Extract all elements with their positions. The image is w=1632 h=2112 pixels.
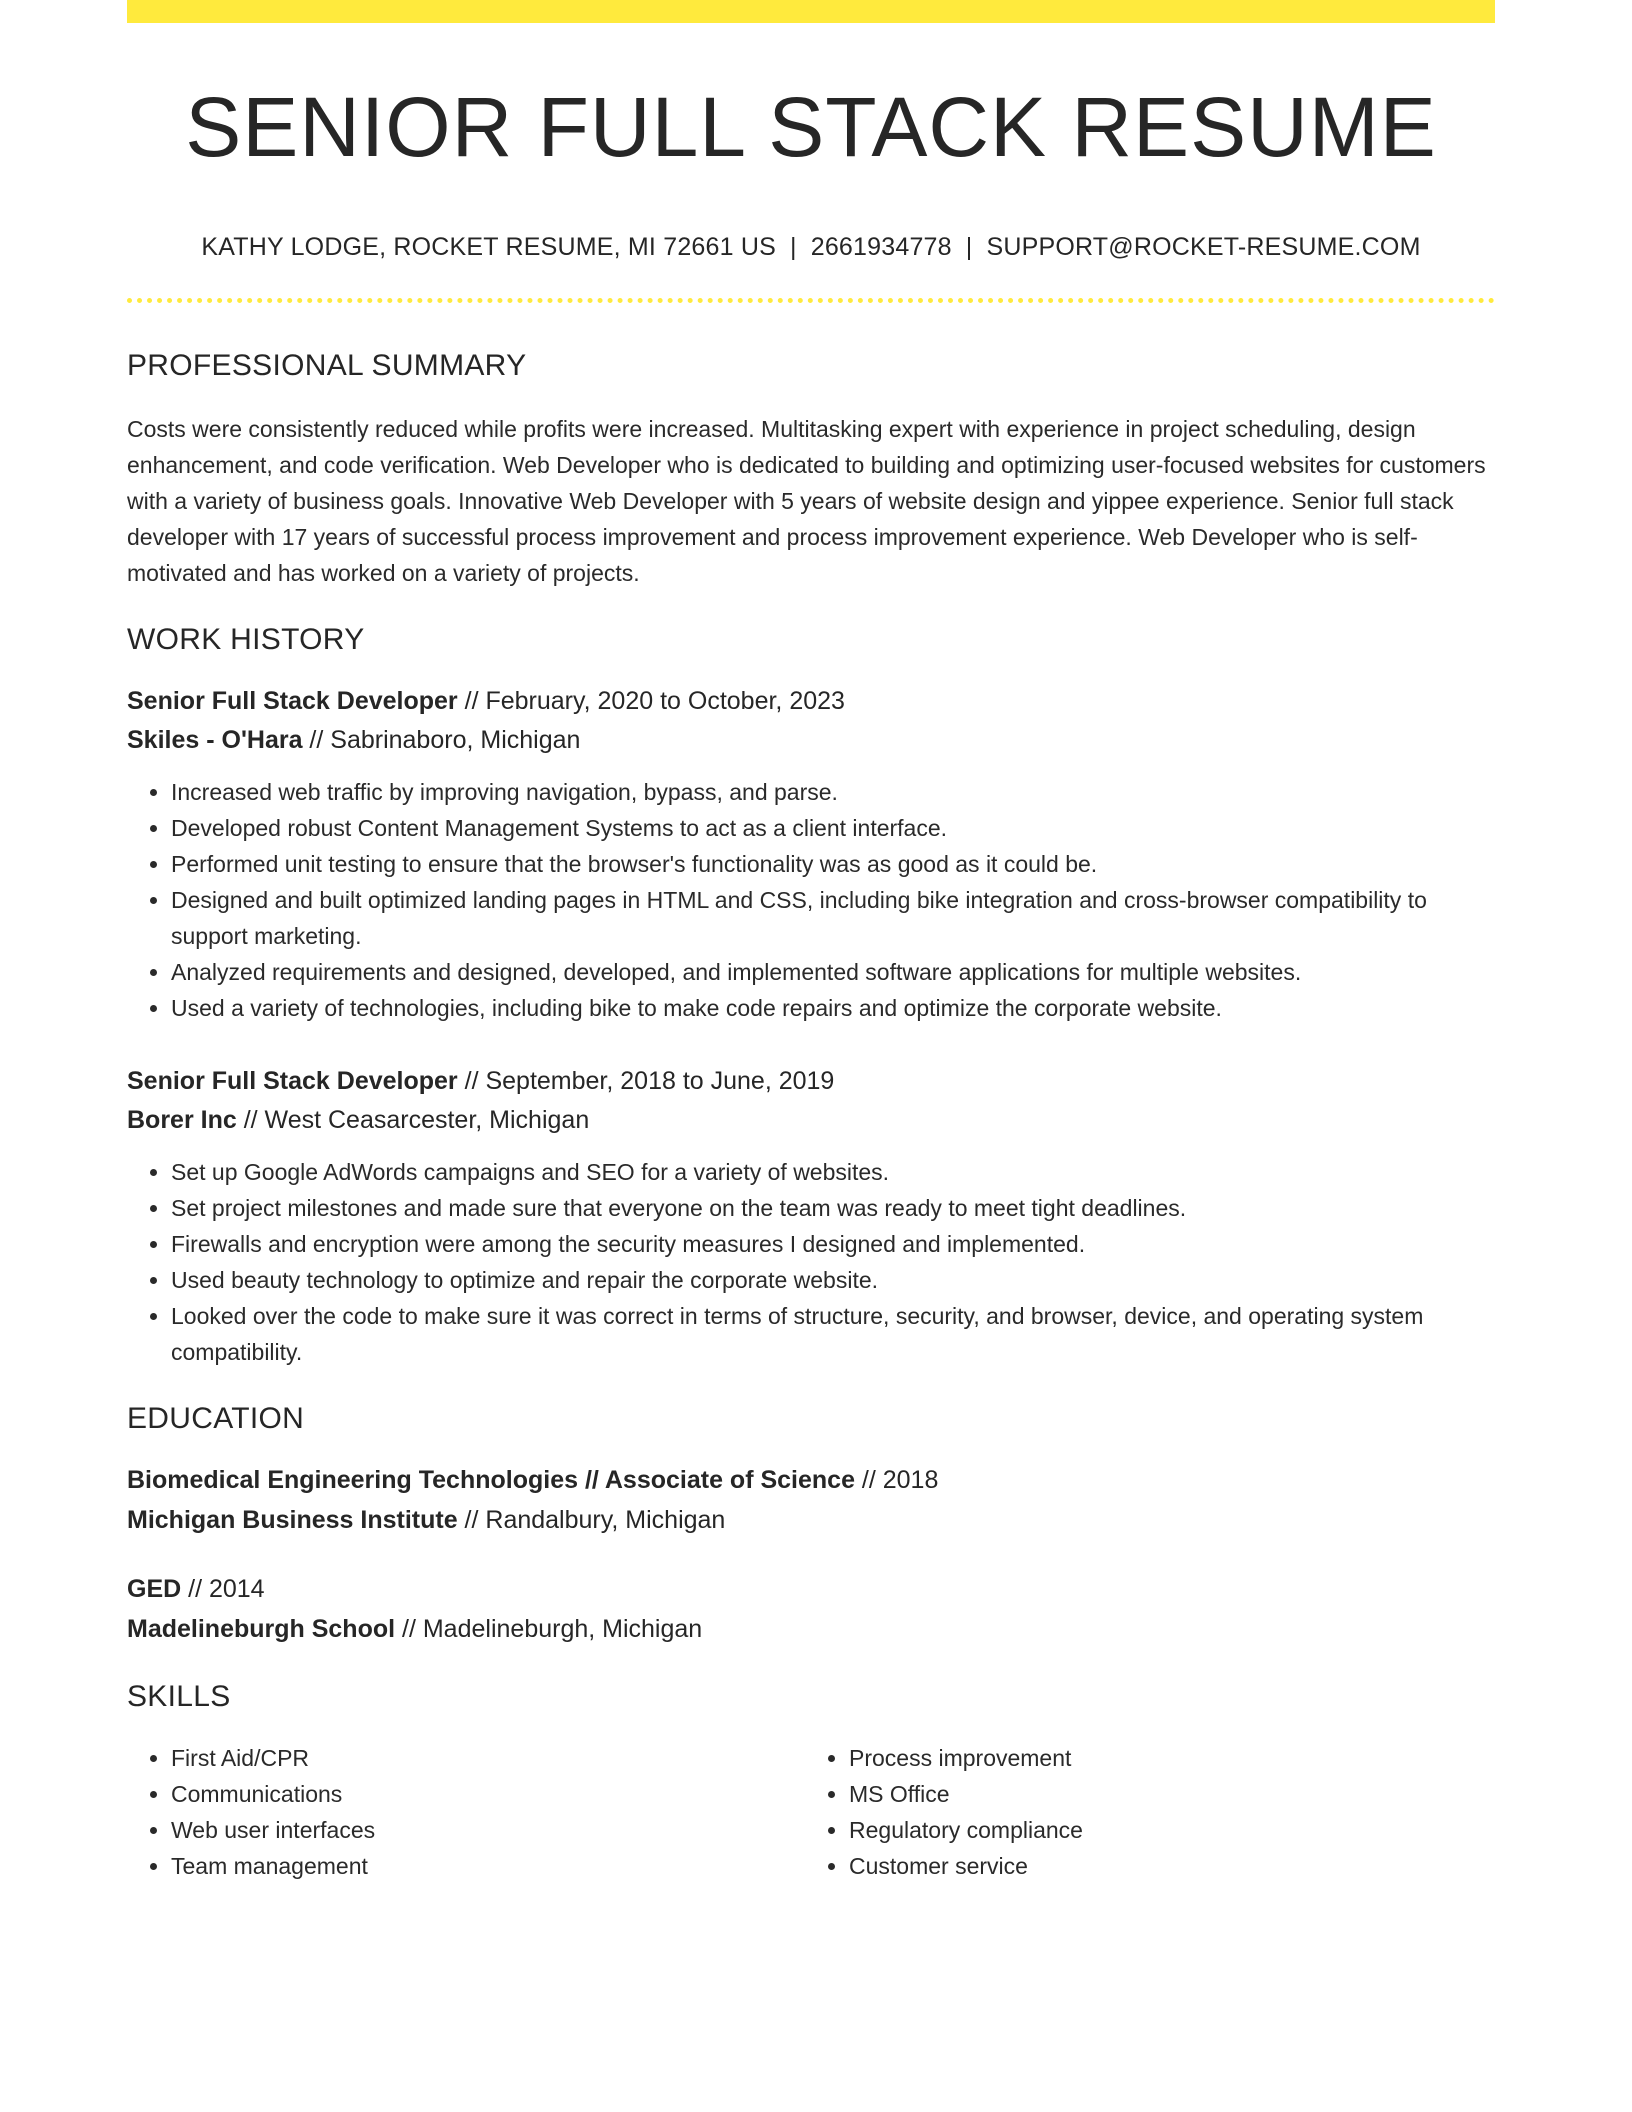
- education-degree: GED: [127, 1575, 182, 1603]
- education-school: Madelineburgh School: [127, 1615, 396, 1643]
- list-item: • Used a variety of technologies, including bike to make code repairs and optimize the corporate website.: [171, 990, 1495, 1026]
- accent-top-bar: [127, 0, 1495, 23]
- job-dates: // September, 2018 to June, 2019: [457, 1067, 835, 1095]
- list-item: • Team management: [171, 1848, 801, 1884]
- list-item: • Customer service: [849, 1848, 1479, 1884]
- job-title-line: [127, 682, 1495, 721]
- education-degree-line: [127, 1569, 1495, 1609]
- list-item: • Designed and built optimized landing pages in HTML and CSS, including bike integration and cross-browser compatibility to support marketing.: [171, 882, 1495, 954]
- contact-email: SUPPORT@ROCKET-RESUME.COM: [986, 233, 1421, 261]
- contact-phone: 2661934778: [810, 233, 952, 261]
- education-location: // Randalbury, Michigan: [457, 1506, 726, 1534]
- list-item: • Set up Google AdWords campaigns and SEO for a variety of websites.: [171, 1154, 1495, 1190]
- education-degree-line: [127, 1460, 1495, 1500]
- education-entry: [127, 1460, 1495, 1540]
- job-company-line: [127, 721, 1495, 760]
- resume-title: SENIOR FULL STACK RESUME: [185, 80, 1437, 174]
- education-year: // 2014: [181, 1575, 265, 1603]
- summary-text: Costs were consistently reduced while profits were increased. Multitasking expert with experience in project scheduling, design enhancement, and code verification. Web Developer who is dedicated to building and optimizing user-focused websites for customers with a variety of business goals. Innovative Web Developer with 5 years of website design and yippee experience. Senior full stack developer with 17 years of successful process improvement and process improvement experience. Web Developer who is self-motivated and has worked on a variety of projects.: [127, 416, 1486, 586]
- job-company: Borer Inc: [127, 1106, 237, 1134]
- list-item: • Looked over the code to make sure it was correct in terms of structure, security, and browser, device, and operating system compatibility.: [171, 1298, 1495, 1370]
- section-heading-skills: SKILLS: [127, 1680, 231, 1713]
- list-item: • Regulatory compliance: [849, 1812, 1479, 1848]
- job-bullets: [127, 774, 1495, 1026]
- list-item: • Communications: [171, 1776, 801, 1812]
- job-company: Skiles - O'Hara: [127, 726, 303, 754]
- education-year: // 2018: [854, 1466, 939, 1494]
- skills-column-right: [801, 1740, 1479, 1884]
- job-location: // West Ceasarcester, Michigan: [236, 1106, 590, 1134]
- contact-line: [127, 235, 1495, 260]
- skills-grid: [127, 1740, 1495, 1884]
- education-location: // Madelineburgh, Michigan: [395, 1615, 703, 1643]
- list-item: • MS Office: [849, 1776, 1479, 1812]
- job-location: // Sabrinaboro, Michigan: [302, 726, 581, 754]
- job-title: Senior Full Stack Developer: [127, 1067, 458, 1095]
- dotted-divider: [127, 298, 1495, 303]
- job-bullets: [127, 1154, 1495, 1370]
- job-dates: // February, 2020 to October, 2023: [457, 687, 845, 715]
- list-item: • Process improvement: [849, 1740, 1479, 1776]
- list-item: • Developed robust Content Management Systems to act as a client interface.: [171, 810, 1495, 846]
- list-item: • Web user interfaces: [171, 1812, 801, 1848]
- job-entry: [127, 1062, 1495, 1370]
- job-title-line: [127, 1062, 1495, 1101]
- contact-address: KATHY LODGE, ROCKET RESUME, MI 72661 US: [201, 233, 777, 261]
- list-item: • Increased web traffic by improving navigation, bypass, and parse.: [171, 774, 1495, 810]
- job-company-line: [127, 1101, 1495, 1140]
- education-entry: [127, 1569, 1495, 1649]
- education-school-line: [127, 1609, 1495, 1649]
- job-entry: [127, 682, 1495, 1026]
- job-title: Senior Full Stack Developer: [127, 687, 458, 715]
- skills-column-left: [127, 1740, 801, 1884]
- contact-separator: |: [790, 233, 797, 261]
- list-item: • Set project milestones and made sure that everyone on the team was ready to meet tight deadlines.: [171, 1190, 1495, 1226]
- list-item: • First Aid/CPR: [171, 1740, 801, 1776]
- education-degree: Biomedical Engineering Technologies // Associate of Science: [127, 1466, 855, 1494]
- contact-separator: |: [965, 233, 973, 261]
- list-item: • Performed unit testing to ensure that the browser's functionality was as good as it could be.: [171, 846, 1495, 882]
- list-item: • Firewalls and encryption were among the security measures I designed and implemented.: [171, 1226, 1495, 1262]
- list-item: • Analyzed requirements and designed, developed, and implemented software applications for multiple websites.: [171, 954, 1495, 990]
- education-school: Michigan Business Institute: [127, 1506, 458, 1534]
- section-heading-summary: PROFESSIONAL SUMMARY: [127, 349, 527, 382]
- section-heading-work-history: WORK HISTORY: [127, 623, 365, 656]
- list-item: • Used beauty technology to optimize and repair the corporate website.: [171, 1262, 1495, 1298]
- education-school-line: [127, 1500, 1495, 1540]
- section-heading-education: EDUCATION: [127, 1402, 305, 1435]
- resume-content: [127, 0, 1495, 1884]
